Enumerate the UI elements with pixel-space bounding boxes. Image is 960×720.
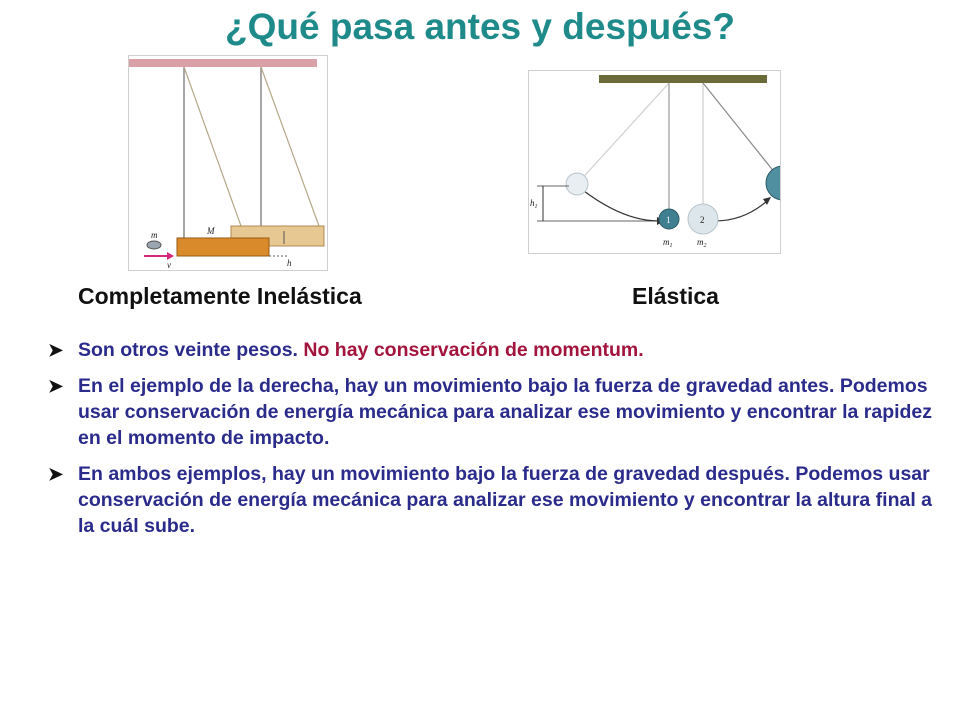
velocity-arrowhead	[167, 252, 174, 260]
bullet-text: Son otros veinte pesos.	[78, 339, 304, 361]
pendulum-string	[184, 67, 241, 226]
label-h1: $h_1$	[530, 198, 538, 210]
ballistic-pendulum-figure	[128, 55, 328, 271]
bullet-list	[48, 337, 948, 549]
bullet-text: En el ejemplo de la derecha, hay un movimiento bajo la fuerza de gravedad antes. Podemos usar conservación de energía mecánica para analizar ese movimiento y encontrar la rapidez en el momento de impacto.	[78, 375, 933, 449]
ceiling-bar	[599, 75, 767, 83]
label-ball-1: 1	[666, 215, 671, 225]
caption-elastic: Elástica	[632, 283, 719, 309]
trajectory-arrow	[715, 201, 767, 221]
bullet-text: En ambos ejemplos, hay un movimiento bajo la fuerza de gravedad después. Podemos usar conservación de energía mecánica para analizar ese movimiento y encontrar la altura final a la cuál sube.	[78, 463, 933, 537]
label-m2: $m_2$	[697, 237, 707, 249]
ball-2-final	[766, 166, 780, 200]
pendulum-string	[261, 67, 319, 226]
block-before	[177, 238, 269, 256]
label-M: M	[207, 226, 215, 236]
label-m1: $m_1$	[663, 237, 673, 249]
bullet	[147, 241, 161, 249]
label-ball-2: 2	[700, 215, 705, 225]
arrow-bullet-icon: ➤	[48, 464, 64, 484]
arrow-bullet-icon: ➤	[48, 340, 64, 360]
trajectory-arrow	[584, 191, 659, 221]
slide-title: ¿Qué pasa antes y después?	[225, 6, 735, 47]
ball-initial	[566, 173, 588, 195]
elastic-pendulum-figure	[528, 70, 781, 254]
bullet-item	[48, 373, 948, 451]
bullet-item	[48, 337, 948, 363]
ceiling-bar	[129, 59, 317, 67]
label-h: h	[287, 258, 292, 268]
pendulum-string	[577, 83, 669, 184]
bullet-item	[48, 461, 948, 539]
label-m: m	[151, 230, 158, 240]
bullet-highlight: No hay conservación de momentum.	[303, 339, 644, 361]
label-v: v	[167, 260, 171, 270]
pendulum-string	[703, 83, 780, 183]
arrow-bullet-icon: ➤	[48, 376, 64, 396]
caption-inelastic: Completamente Inelástica	[78, 283, 362, 309]
